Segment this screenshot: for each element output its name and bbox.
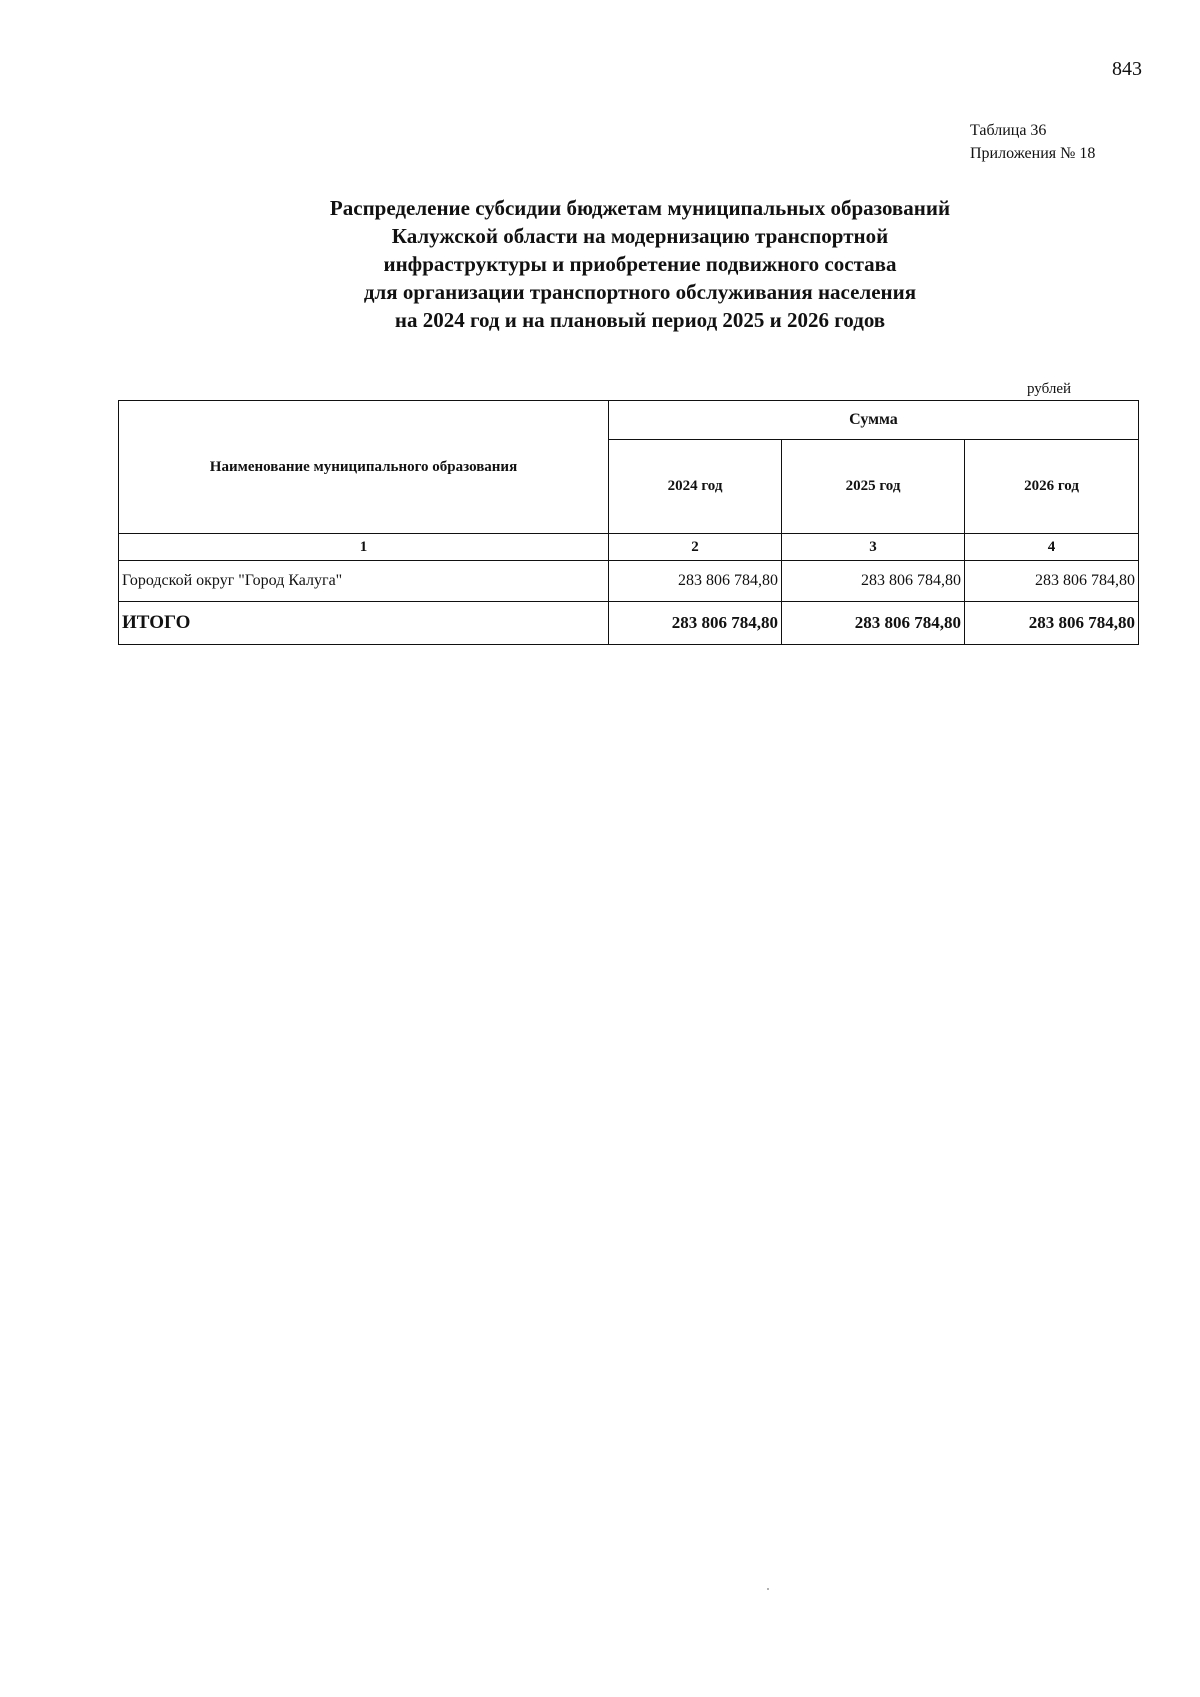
total-row bbox=[119, 602, 1139, 645]
column-number: 1 bbox=[119, 534, 609, 561]
header-sum: Сумма bbox=[609, 401, 1139, 440]
table-reference bbox=[970, 119, 1095, 165]
municipality-name: Городской округ "Город Калуга" bbox=[119, 561, 609, 602]
amount-2024: 283 806 784,80 bbox=[609, 561, 782, 602]
total-2025: 283 806 784,80 bbox=[782, 602, 965, 645]
appendix-reference: Приложения № 18 bbox=[970, 145, 1096, 162]
header-municipality-name: Наименование муниципального образования bbox=[119, 401, 609, 534]
column-number: 3 bbox=[782, 534, 965, 561]
column-number: 4 bbox=[965, 534, 1139, 561]
table-row bbox=[119, 561, 1139, 602]
header-year-2026: 2026 год bbox=[965, 440, 1139, 534]
title-line-4: для организации транспортного обслуживания населения bbox=[363, 280, 917, 304]
scan-speck bbox=[767, 1588, 769, 1590]
amount-2026: 283 806 784,80 bbox=[965, 561, 1139, 602]
table-header-row bbox=[119, 401, 1139, 440]
title-line-1: Распределение субсидии бюджетам муниципальных образований bbox=[329, 196, 951, 220]
header-year-2024: 2024 год bbox=[609, 440, 782, 534]
units-label: рублей bbox=[1027, 381, 1072, 397]
document-title bbox=[190, 194, 1090, 334]
total-2024: 283 806 784,80 bbox=[609, 602, 782, 645]
amount-2025: 283 806 784,80 bbox=[782, 561, 965, 602]
title-line-5: на 2024 год и на плановый период 2025 и 2026 годов bbox=[394, 308, 886, 332]
table-reference-number: Таблица 36 bbox=[970, 122, 1047, 139]
title-line-2: Калужской области на модернизацию транспортной bbox=[391, 224, 889, 248]
page-number: 843 bbox=[1112, 58, 1142, 80]
header-year-2025: 2025 год bbox=[782, 440, 965, 534]
total-label: ИТОГО bbox=[119, 602, 609, 645]
subsidy-table bbox=[118, 400, 1139, 645]
title-line-3: инфраструктуры и приобретение подвижного состава bbox=[383, 252, 897, 276]
column-number: 2 bbox=[609, 534, 782, 561]
column-number-row bbox=[119, 534, 1139, 561]
total-2026: 283 806 784,80 bbox=[965, 602, 1139, 645]
